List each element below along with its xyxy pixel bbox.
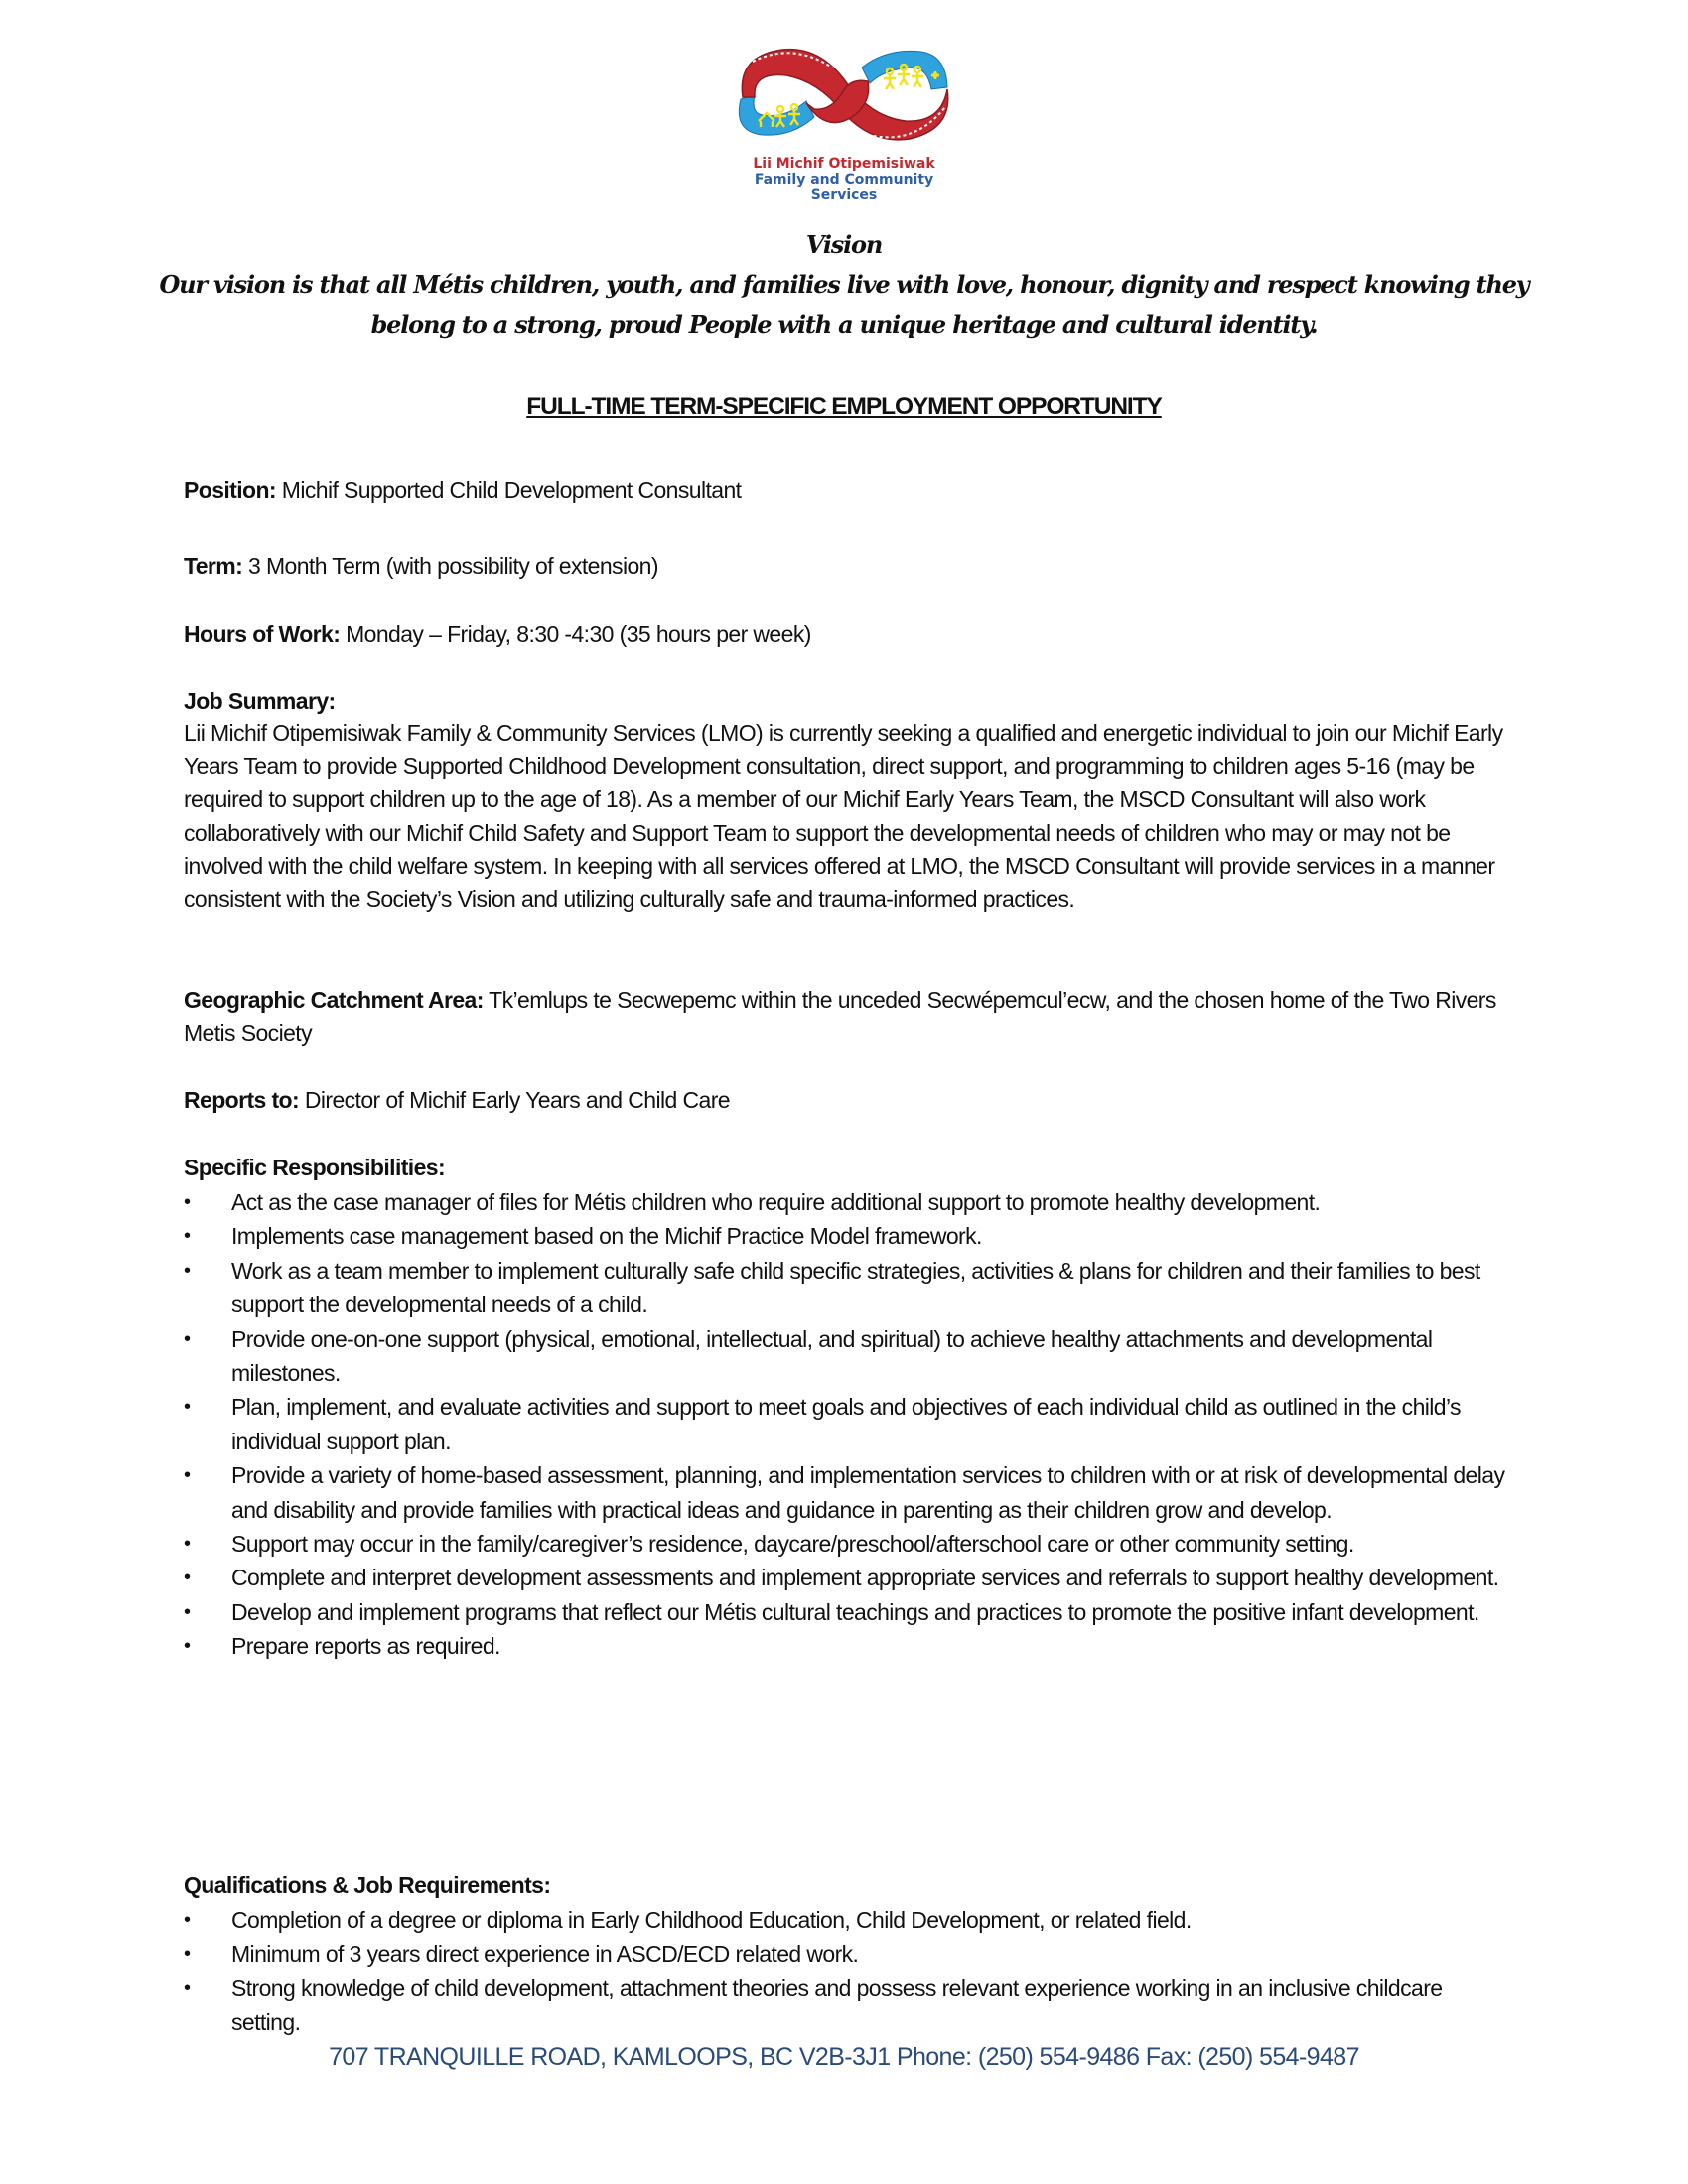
list-item bbox=[184, 1903, 1514, 1937]
vision-heading: Vision bbox=[805, 230, 883, 259]
list-item bbox=[184, 1219, 1514, 1253]
bullet-icon: • bbox=[184, 1635, 191, 1658]
list-item bbox=[184, 1937, 1514, 1971]
bullet-icon: • bbox=[184, 1567, 191, 1589]
qualifications-list bbox=[184, 1903, 1514, 2040]
bullet-icon: • bbox=[184, 1977, 191, 1999]
list-item-text: Implements case management based on the Michif Practice Model framework. bbox=[231, 1223, 982, 1250]
document-title: FULL-TIME TERM-SPECIFIC EMPLOYMENT OPPORTUNITY bbox=[526, 393, 1162, 420]
responsibilities-list bbox=[184, 1185, 1514, 1664]
bullet-icon: • bbox=[184, 1191, 191, 1213]
list-item bbox=[184, 1629, 1514, 1663]
bullet-icon: • bbox=[184, 1600, 191, 1623]
organization-logo bbox=[723, 38, 965, 206]
vision-statement-line1: Our vision is that all Métis children, youth, and families live with love, honour, dignity and respect knowing they bbox=[159, 270, 1529, 299]
bullet-icon: • bbox=[184, 1909, 191, 1931]
bullet-icon: • bbox=[184, 1396, 191, 1419]
list-item bbox=[184, 1185, 1514, 1219]
hours-label: Hours of Work: bbox=[184, 621, 341, 647]
list-item-text: Minimum of 3 years direct experience in ASCD/ECD related work. bbox=[231, 1941, 859, 1968]
bullet-icon: • bbox=[184, 1464, 191, 1487]
term-label: Term: bbox=[184, 553, 243, 579]
responsibilities-heading-text: Specific Responsibilities: bbox=[184, 1155, 446, 1180]
reports-to-label: Reports to: bbox=[184, 1087, 300, 1113]
reports-to-value: Director of Michif Early Years and Child Care bbox=[304, 1087, 730, 1113]
list-item-text: Complete and interpret development assessments and implement appropriate services and referrals to support healthy development. bbox=[231, 1565, 1499, 1591]
bullet-icon: • bbox=[184, 1943, 191, 1966]
list-item-text: Support may occur in the family/caregiver’s residence, daycare/preschool/afterschool care or other community setting. bbox=[231, 1531, 1354, 1558]
catchment-area-field bbox=[184, 984, 1504, 1050]
hours-value: Monday – Friday, 8:30 -4:30 (35 hours per week) bbox=[346, 621, 811, 647]
vision-statement-line2: belong to a strong, proud People with a unique heritage and cultural identity. bbox=[370, 310, 1318, 339]
list-item-text: Act as the case manager of files for Métis children who require additional support to promote healthy development. bbox=[231, 1189, 1321, 1215]
list-item bbox=[184, 1595, 1514, 1629]
list-item-text: Provide one-on-one support (physical, emotional, intellectual, and spiritual) to achieve healthy attachments and developmental milestones. bbox=[231, 1325, 1433, 1387]
bullet-icon: • bbox=[184, 1259, 191, 1282]
reports-to-field bbox=[184, 1084, 1504, 1118]
job-summary-heading bbox=[184, 685, 1504, 719]
catchment-area-value: Tk’emlups te Secwepemc within the unceded Secwépemcul’ecw, and the chosen home of the Two Rivers Metis Society bbox=[184, 987, 1496, 1046]
footer-contact-info: 707 TRANQUILLE ROAD, KAMLOOPS, BC V2B-3J1 Phone: (250) 554-9486 Fax: (250) 554-9487 bbox=[329, 2043, 1359, 2071]
job-summary-heading-text: Job Summary: bbox=[184, 688, 336, 714]
hours-field bbox=[184, 618, 1504, 652]
job-summary-text: Lii Michif Otipemisiwak Family & Community Services (LMO) is currently seeking a qualified and energetic individual to join our Michif Early Years Team to provide Supported Childhood Development consultation, direct support, and programming to children ages 5-16 (may be required to support children up to the age of 18). As a member of our Michif Early Years Team, the MSCD Consultant will also work collaboratively with our Michif Child Safety and Support Team to support the developmental needs of children who may or may not be involved with the child welfare system. In keeping with all services offered at LMO, the MSCD Consultant will provide services in a manner consistent with the Society’s Vision and utilizing culturally safe and trauma-informed practices. bbox=[184, 720, 1503, 912]
position-field bbox=[184, 475, 1504, 508]
qualifications-heading-text: Qualifications & Job Requirements: bbox=[184, 1872, 551, 1898]
qualifications-heading bbox=[184, 1869, 1504, 1903]
term-field bbox=[184, 550, 1504, 584]
list-item-text: Prepare reports as required. bbox=[231, 1633, 500, 1660]
bullet-icon: • bbox=[184, 1533, 191, 1556]
list-item bbox=[184, 1972, 1514, 2040]
logo-name-line2: Family and Community bbox=[754, 172, 934, 188]
list-item-text: Plan, implement, and evaluate activities and support to meet goals and objectives of each individual child as outlined in the child’s individual support plan. bbox=[231, 1394, 1461, 1454]
infinity-sash-logo-graphic bbox=[723, 38, 965, 155]
logo-name-line1: Lii Michif Otipemisiwak bbox=[753, 156, 935, 172]
list-item bbox=[184, 1561, 1514, 1594]
list-item bbox=[184, 1458, 1514, 1527]
bullet-icon: • bbox=[184, 1225, 191, 1248]
term-value: 3 Month Term (with possibility of extension) bbox=[248, 553, 658, 579]
position-value: Michif Supported Child Development Consultant bbox=[281, 478, 742, 503]
list-item bbox=[184, 1527, 1514, 1561]
list-item bbox=[184, 1322, 1514, 1391]
list-item-text: Provide a variety of home-based assessment, planning, and implementation services to children with or at risk of developmental delay and disability and provide families with practical ideas and guidance in parenting as their children grow and develop. bbox=[231, 1462, 1505, 1523]
catchment-area-label: Geographic Catchment Area: bbox=[184, 987, 484, 1013]
list-item bbox=[184, 1390, 1514, 1458]
list-item-text: Strong knowledge of child development, attachment theories and possess relevant experience working in an inclusive childcare setting. bbox=[231, 1975, 1443, 2036]
position-label: Position: bbox=[184, 478, 276, 503]
list-item-text: Work as a team member to implement culturally safe child specific strategies, activities & plans for children and their families to best support the developmental needs of a child. bbox=[231, 1257, 1480, 1318]
bullet-icon: • bbox=[184, 1327, 191, 1350]
list-item bbox=[184, 1254, 1514, 1322]
list-item-text: Develop and implement programs that reflect our Métis cultural teachings and practices to promote the positive infant development. bbox=[231, 1598, 1479, 1625]
list-item-text: Completion of a degree or diploma in Early Childhood Education, Child Development, or related field. bbox=[231, 1907, 1192, 1933]
logo-name-line3: Services bbox=[810, 187, 878, 203]
responsibilities-heading bbox=[184, 1152, 1504, 1185]
